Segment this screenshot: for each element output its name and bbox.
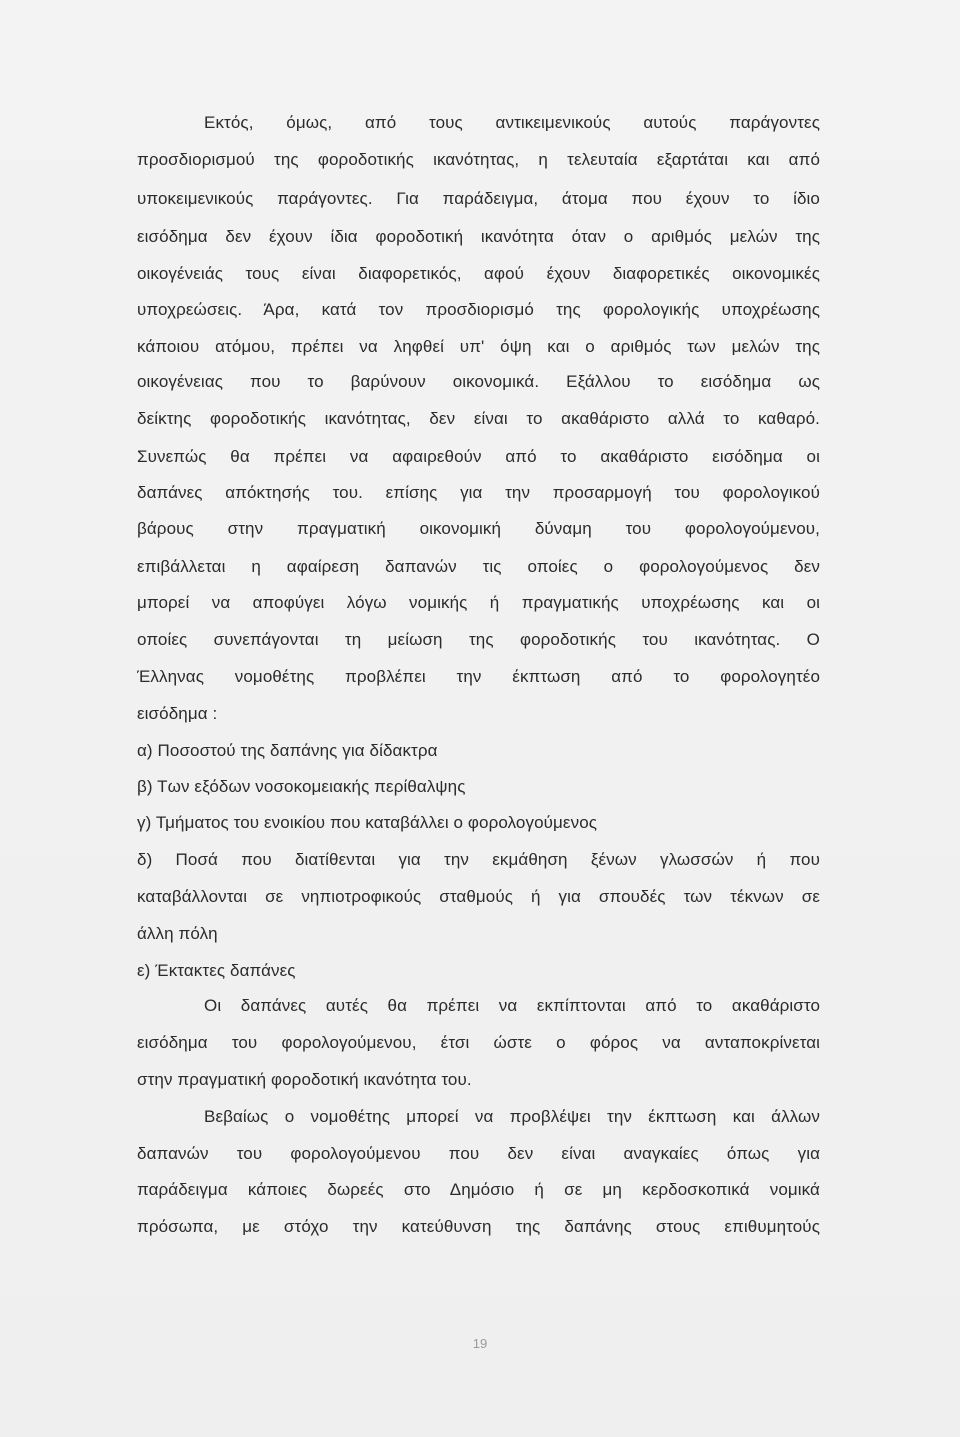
list-item: α) Ποσοστού της δαπάνης για δίδακτρα bbox=[137, 741, 438, 760]
list-item: δ) Ποσά που διατίθενται για την εκμάθηση ξένων γλωσσών ή που bbox=[137, 850, 820, 869]
text-line: Έλληνας νομοθέτης προβλέπει την έκπτωση από το φορολογητέο bbox=[137, 667, 820, 686]
list-item: β) Των εξόδων νοσοκομειακής περίθαλψης bbox=[137, 777, 466, 796]
text-line: οποίες συνεπάγονται τη μείωση της φοροδοτικής του ικανότητας. Ο bbox=[137, 630, 820, 649]
text-line: οικογένειάς τους είναι διαφορετικός, αφού έχουν διαφορετικές οικονομικές bbox=[137, 264, 820, 283]
text-line: δαπανών του φορολογούμενου που δεν είναι αναγκαίες όπως για bbox=[137, 1144, 820, 1163]
text-line: εισόδημα : bbox=[137, 704, 218, 723]
text-line: Βεβαίως ο νομοθέτης μπορεί να προβλέψει την έκπτωση και άλλων bbox=[204, 1107, 820, 1126]
text-line: κάποιου ατόμου, πρέπει να ληφθεί υπ' όψη και ο αριθμός των μελών της bbox=[137, 337, 820, 356]
text-line: δαπάνες απόκτησής του. επίσης για την προσαρμογή του φορολογικού bbox=[137, 483, 820, 502]
text-line: Εκτός, όμως, από τους αντικειμενικούς αυτούς παράγοντες bbox=[204, 113, 820, 132]
text-line: βάρους στην πραγματική οικονομική δύναμη του φορολογούμενου, bbox=[137, 519, 820, 538]
text-line: εισόδημα δεν έχουν ίδια φοροδοτική ικανότητα όταν ο αριθμός μελών της bbox=[137, 227, 820, 246]
text-line: μπορεί να αποφύγει λόγω νομικής ή πραγματικής υποχρέωσης και οι bbox=[137, 593, 820, 612]
text-line: παράδειγμα κάποιες δωρεές στο Δημόσιο ή σε μη κερδοσκοπικά νομικά bbox=[137, 1180, 820, 1199]
list-item: ε) Έκτακτες δαπάνες bbox=[137, 961, 296, 980]
text-line: επιβάλλεται η αφαίρεση δαπανών τις οποίες ο φορολογούμενος δεν bbox=[137, 557, 820, 576]
text-line: πρόσωπα, με στόχο την κατεύθυνση της δαπάνης στους επιθυμητούς bbox=[137, 1217, 820, 1236]
text-line: υποχρεώσεις. Άρα, κατά τον προσδιορισμό της φορολογικής υποχρέωσης bbox=[137, 300, 820, 319]
list-item: γ) Τμήματος του ενοικίου που καταβάλλει ο φορολογούμενος bbox=[137, 813, 598, 832]
text-line: εισόδημα του φορολογούμενου, έτσι ώστε ο φόρος να ανταποκρίνεται bbox=[137, 1033, 820, 1052]
text-line: οικογένειας που το βαρύνουν οικονομικά. Εξάλλου το εισόδημα ως bbox=[137, 372, 820, 391]
text-line: δείκτης φοροδοτικής ικανότητας, δεν είναι το ακαθάριστο αλλά το καθαρό. bbox=[137, 409, 820, 428]
list-item: καταβάλλονται σε νηπιοτροφικούς σταθμούς ή για σπουδές των τέκνων σε bbox=[137, 887, 820, 906]
text-line: προσδιορισμού της φοροδοτικής ικανότητας, η τελευταία εξαρτάται και από bbox=[137, 150, 820, 169]
list-item: άλλη πόλη bbox=[137, 924, 218, 943]
text-line: Οι δαπάνες αυτές θα πρέπει να εκπίπτονται από το ακαθάριστο bbox=[204, 996, 820, 1015]
text-line: Συνεπώς θα πρέπει να αφαιρεθούν από το ακαθάριστο εισόδημα οι bbox=[137, 447, 820, 466]
text-line: υποκειμενικούς παράγοντες. Για παράδειγμα, άτομα που έχουν το ίδιο bbox=[137, 189, 820, 208]
text-line: στην πραγματική φοροδοτική ικανότητα του. bbox=[137, 1070, 472, 1089]
page-number: 19 bbox=[472, 1336, 488, 1351]
